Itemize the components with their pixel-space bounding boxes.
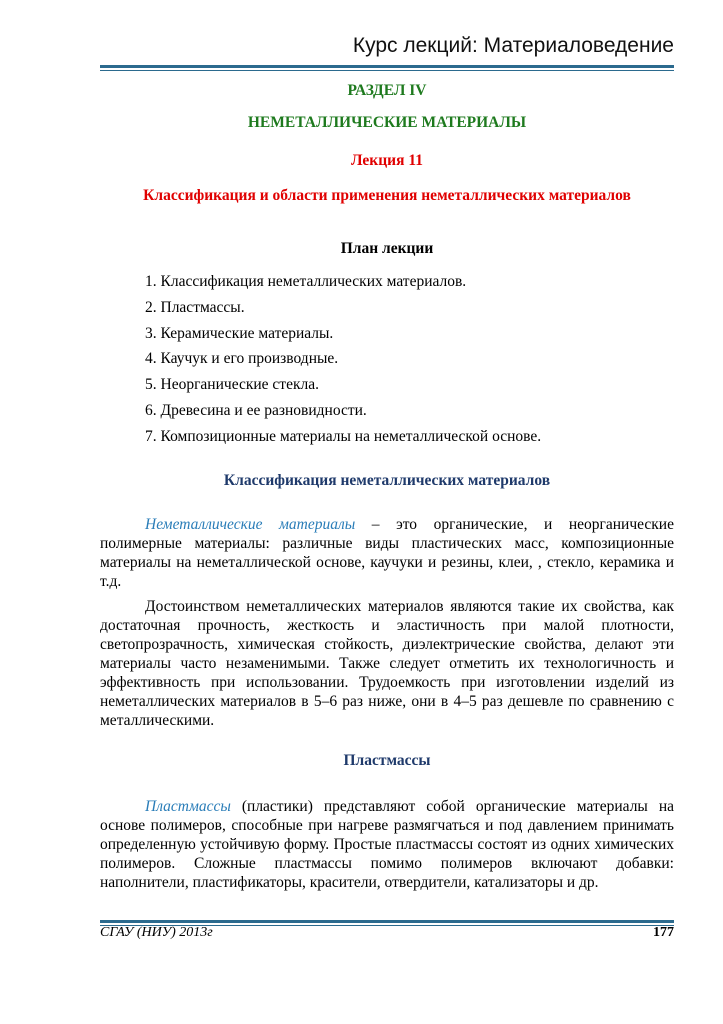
classification-paragraph-2: Достоинством неметаллических материалов являются такие их свойства, как достаточная прочность, жесткость и эластичность при малой плотности, светопрозрачность, химическая стойкость, диэлектрические свойства, делают эти материалы часто незаменимыми. Также следует отметить их технологичность и эффективность при использовании. Трудоемкость при изготовлении изделий из неметаллических материалов в 5–6 раз ниже, они в 4–5 раз дешевле по сравнению с металлическими.: [100, 598, 674, 729]
plan-item: 1. Классификация неметаллических материалов.: [145, 273, 467, 290]
section-title: НЕМЕТАЛЛИЧЕСКИЕ МАТЕРИАЛЫ: [247, 114, 527, 131]
plan-item: 6. Древесина и ее разновидности.: [145, 401, 367, 419]
plan-heading: План лекции: [340, 240, 434, 257]
lecture-number: Лекция 11: [350, 152, 424, 169]
classification-heading: Классификация неметаллических материалов: [223, 472, 551, 489]
plan-item: 2. Пластмассы.: [145, 298, 245, 316]
plastics-heading: Пластмассы: [343, 752, 431, 769]
plan-list: [145, 269, 541, 450]
lecture-topic: Классификация и области применения неметаллических материалов: [143, 187, 631, 204]
plan-item: 4. Каучук и его производные.: [145, 350, 339, 368]
paragraph-text: – это органические, и неорганические полимерные материалы: различные виды пластических масс, композиционные материалы на неметаллической основе, каучуки и резины, клеи, , стекло, керамика и т.д.: [100, 516, 674, 590]
plan-item: 5. Неорганические стекла.: [145, 376, 319, 394]
section-label: РАЗДЕЛ IV: [347, 82, 427, 99]
header-rule: [100, 65, 674, 71]
paragraph-text: (пластики) представляют собой органические материалы на основе полимеров, способные при нагреве размягчаться и под давлением принимать определенную устойчивую форму. Простые пластмассы состоят из одних химических полимеров. Сложные пластмассы помимо полимеров включают добавки: наполнители, пластификаторы, красители, отвердители, катализаторы и др.: [100, 798, 674, 891]
footer-institution: СГАУ (НИУ) 2013г: [100, 925, 213, 940]
page-number: 177: [653, 925, 674, 940]
plan-item: 7. Композиционные материалы на неметаллической основе.: [145, 427, 542, 445]
classification-paragraph-1: [100, 515, 674, 591]
plastics-paragraph: [100, 797, 674, 892]
page-header-title: Курс лекций: Материаловедение: [352, 34, 674, 57]
term-nonmetallic: Неметаллические материалы: [145, 516, 356, 533]
term-plastics: Пластмассы: [145, 798, 231, 815]
plan-item: 3. Керамические материалы.: [145, 324, 334, 342]
